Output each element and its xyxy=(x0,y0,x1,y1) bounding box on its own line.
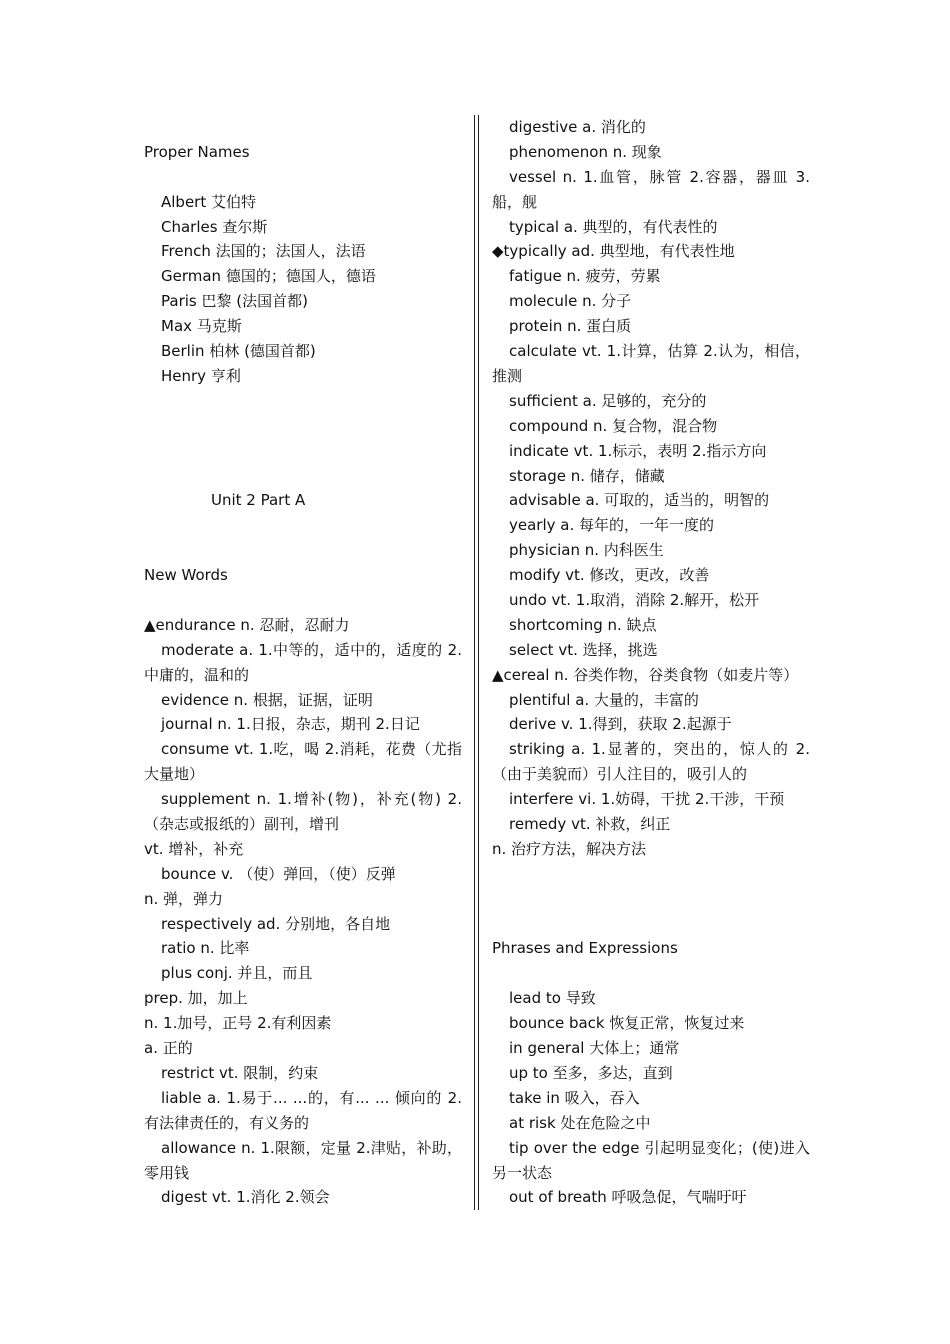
vocab-entry-wrap xyxy=(144,737,462,787)
phrase-entry: take in 吸入，吞入 xyxy=(509,1088,640,1107)
vocab-entry: evidence n. 根据，证据，证明 xyxy=(161,690,373,709)
vocab-entry: ▲endurance n. 忍耐，忍耐力 xyxy=(144,615,350,634)
proper-name-item: Charles 查尔斯 xyxy=(161,217,268,236)
vocab-entry: digestive a. 消化的 xyxy=(509,118,646,136)
vocab-entry: interfere vi. 1.妨碍，干扰 2.干涉，干预 xyxy=(509,790,785,809)
column-separator xyxy=(474,115,479,1210)
spacer xyxy=(144,513,462,538)
spacer xyxy=(144,414,462,439)
vocab-entry: n. 弹，弹力 xyxy=(144,889,224,908)
phrase-entry: out of breath 呼吸急促，气喘吁吁 xyxy=(509,1188,747,1207)
vocab-entry-wrap xyxy=(492,165,810,215)
vocab-entry-wrap xyxy=(144,1086,462,1136)
vocab-entry: allowance n. 1.限额，定量 2.津贴，补助，零用钱 xyxy=(144,1138,462,1182)
vocab-entry: phenomenon n. 现象 xyxy=(509,142,662,161)
vocab-entry: undo vt. 1.取消，消除 2.解开，松开 xyxy=(509,590,760,609)
vocab-entry: digest vt. 1.消化 2.领会 xyxy=(161,1188,330,1207)
vocab-entry: shortcoming n. 缺点 xyxy=(509,615,657,634)
vocab-entry: protein n. 蛋白质 xyxy=(509,317,632,336)
vocab-entry: plentiful a. 大量的，丰富的 xyxy=(509,690,699,709)
right-column xyxy=(492,115,810,1210)
vocab-entry: supplement n. 1.增补(物)，补充(物) 2.（杂志或报纸的）副刊，增刊 xyxy=(144,790,462,834)
section-heading-proper-names: Proper Names xyxy=(144,142,250,161)
vocab-entry: indicate vt. 1.标示，表明 2.指示方向 xyxy=(509,441,767,460)
phrase-entry: in general 大体上；通常 xyxy=(509,1039,680,1058)
phrase-entry-wrap xyxy=(492,1136,810,1186)
spacer xyxy=(492,961,810,986)
vocab-entry: yearly a. 每年的，一年一度的 xyxy=(509,516,715,535)
vocab-entry: vessel n. 1.血管，脉管 2.容器，器皿 3.船，舰 xyxy=(492,167,810,211)
proper-name-item: Henry 亨利 xyxy=(161,366,241,385)
spacer xyxy=(492,887,810,912)
vocab-entry: plus conj. 并且，而且 xyxy=(161,964,313,983)
vocab-entry-wrap xyxy=(492,737,810,787)
vocab-entry: a. 正的 xyxy=(144,1039,193,1058)
phrase-entry: up to 至多，多达，直到 xyxy=(509,1063,673,1082)
spacer xyxy=(492,862,810,887)
spacer xyxy=(144,389,462,414)
left-column xyxy=(144,115,462,1210)
proper-name-item: German 德国的；德国人，德语 xyxy=(161,267,376,286)
vocab-entry: select vt. 选择，挑选 xyxy=(509,640,658,659)
spacer xyxy=(492,912,810,937)
vocab-entry: compound n. 复合物，混合物 xyxy=(509,416,718,435)
vocab-entry: remedy vt. 补救，纠正 xyxy=(509,815,671,834)
unit-title: Unit 2 Part A xyxy=(211,491,306,510)
vocab-entry: advisable a. 可取的，适当的，明智的 xyxy=(509,491,770,510)
vocab-entry: ◆typically ad. 典型地，有代表性地 xyxy=(492,242,735,261)
spacer xyxy=(144,165,462,190)
section-heading-phrases: Phrases and Expressions xyxy=(492,939,678,958)
vocab-entry: restrict vt. 限制，约束 xyxy=(161,1063,319,1082)
vocab-entry: ratio n. 比率 xyxy=(161,939,250,958)
vocab-entry-wrap xyxy=(144,787,462,837)
vocab-entry: typical a. 典型的，有代表性的 xyxy=(509,217,718,236)
spacer xyxy=(144,538,462,563)
vocab-entry: derive v. 1.得到，获取 2.起源于 xyxy=(509,715,732,734)
vocab-entry: sufficient a. 足够的，充分的 xyxy=(509,391,707,410)
vocab-entry: modify vt. 修改，更改，改善 xyxy=(509,566,710,585)
vocab-entry-wrap xyxy=(492,339,810,389)
spacer xyxy=(144,439,462,464)
vocab-entry: fatigue n. 疲劳，劳累 xyxy=(509,267,661,286)
vocab-entry: consume vt. 1.吃，喝 2.消耗，花费（尤指大量地） xyxy=(144,740,462,784)
vocab-entry: journal n. 1.日报，杂志，期刊 2.日记 xyxy=(161,715,420,734)
vocab-entry: vt. 增补，补充 xyxy=(144,839,244,858)
proper-name-item: French 法国的；法国人，法语 xyxy=(161,242,366,261)
section-heading-new-words: New Words xyxy=(144,566,228,585)
spacer xyxy=(144,463,462,488)
phrase-entry: tip over the edge 引起明显变化；(使)进入另一状态 xyxy=(492,1138,810,1182)
phrase-entry: at risk 处在危险之中 xyxy=(509,1113,651,1132)
phrase-entry: lead to 导致 xyxy=(509,989,596,1008)
vocab-entry: prep. 加，加上 xyxy=(144,989,248,1008)
proper-name-item: Berlin 柏林 (德国首都) xyxy=(161,342,316,361)
vocab-entry: calculate vt. 1.计算，估算 2.认为，相信，推测 xyxy=(492,342,810,385)
vocab-entry: n. 治疗方法，解决方法 xyxy=(492,839,647,858)
spacer xyxy=(144,115,462,140)
vocab-entry-wrap xyxy=(144,1136,462,1186)
vocab-entry: n. 1.加号，正号 2.有利因素 xyxy=(144,1014,332,1033)
vocab-entry: storage n. 储存，储藏 xyxy=(509,466,665,485)
vocab-entry: molecule n. 分子 xyxy=(509,292,632,311)
vocab-entry: respectively ad. 分别地，各自地 xyxy=(161,914,391,933)
spacer xyxy=(144,588,462,613)
proper-name-item: Albert 艾伯特 xyxy=(161,192,256,211)
phrase-entry: bounce back 恢复正常，恢复过来 xyxy=(509,1014,745,1033)
vocab-entry-wrap xyxy=(144,638,462,688)
proper-name-item: Paris 巴黎 (法国首都) xyxy=(161,292,308,311)
vocab-entry: moderate a. 1.中等的，适中的，适度的 2.中庸的，温和的 xyxy=(144,640,462,684)
vocab-entry: bounce v. （使）弹回，（使）反弹 xyxy=(161,864,396,883)
vocab-entry: physician n. 内科医生 xyxy=(509,541,664,560)
vocab-entry: liable a. 1.易于... ...的，有... ... 倾向的 2.有法律责任的，有义务的 xyxy=(144,1088,462,1132)
proper-name-item: Max 马克斯 xyxy=(161,317,242,336)
vocab-entry: ▲cereal n. 谷类作物，谷类食物（如麦片等） xyxy=(492,665,799,684)
vocab-entry: striking a. 1.显著的，突出的，惊人的 2.（由于美貌而）引人注目的，吸引人的 xyxy=(492,740,810,784)
